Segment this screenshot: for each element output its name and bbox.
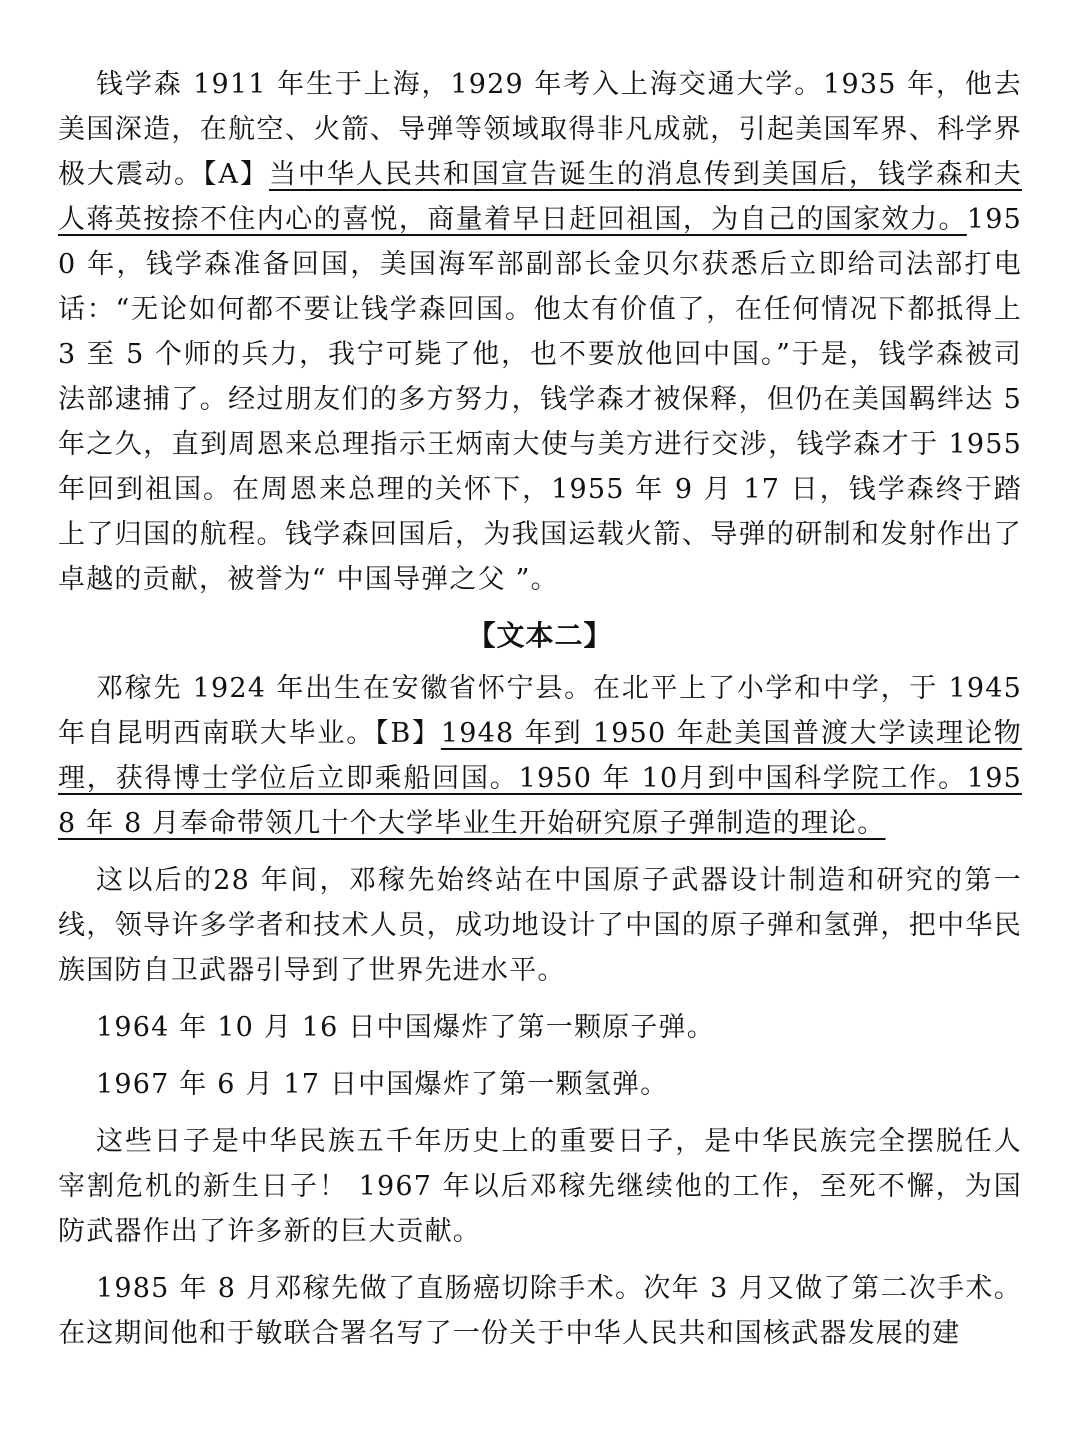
text2-paragraph-3: 1964 年 10 月 16 日中国爆炸了第一颗原子弹。 [96, 1012, 715, 1043]
label-a: 【A】 [202, 159, 269, 190]
text2-paragraph-4: 1967 年 6 月 17 日中国爆炸了第一颗氢弹。 [96, 1069, 669, 1100]
underlined-passage-a: 当中华人民共和国宣告诞生的消息传到美国后，钱学森和夫人蒋英按捺不住内心的喜悦，商量着早日赶回祖国，为自己的国家效力。 [58, 159, 1022, 235]
label-b: 【B】 [375, 718, 441, 749]
underlined-passage-b: 1948 年到 1950 年赴美国普渡大学读理论物理，获得博士学位后立即乘船回国。1950 年 10月到中国科学院工作。1958 年 8 月奉命带领几十个大学毕业生开始研究原子弹制造的理论。 [58, 718, 1022, 839]
text1-paragraph [58, 62, 1022, 602]
text2-paragraph-5: 这些日子是中华民族五千年历史上的重要日子，是中华民族完全摆脱任人宰割危机的新生日子！ 1967 年以后邓稼先继续他的工作，至死不懈，为国防武器作出了许多新的巨大贡献。 [58, 1126, 1022, 1247]
document-page [58, 62, 1022, 1356]
text1-intro: 钱学森 1911 年生于上海，1929 年考入上海交通大学。1935 年，他去美国深造，在航空、火箭、导弹等领域取得非凡成就，引起美国军界、科学界极大震动。 [58, 69, 1022, 190]
text2-paragraph-1 [58, 666, 1022, 846]
text2-paragraph-2: 这以后的28 年间，邓稼先始终站在中国原子武器设计制造和研究的第一线，领导许多学者和技术人员，成功地设计了中国的原子弹和氢弹，把中华民族国防自卫武器引导到了世界先进水平。 [58, 865, 1022, 986]
section-heading-text2: 【文本二】 [467, 619, 613, 652]
text2-intro: 邓稼先 1924 年出生在安徽省怀宁县。在北平上了小学和中学，于 1945 年自昆明西南联大毕业。 [58, 673, 1022, 749]
text2-paragraph-6: 1985 年 8 月邓稼先做了直肠癌切除手术。次年 3 月又做了第二次手术。在这期间他和于敏联合署名写了一份关于中华人民共和国核武器发展的建 [58, 1273, 1022, 1349]
text1-continuation: 1950 年，钱学森准备回国，美国海军部副部长金贝尔获悉后立即给司法部打电话：“无论如何都不要让钱学森回国。他太有价值了，在任何情况下都抵得上 3 至 5 个师的兵力，我宁可毙了他，也不要放他回中国。”于是，钱学森被司法部逮捕了。经过朋友们的多方努力，钱学森才被保释，但仍在美国羁绊达 5 年之久，直到周恩来总理指示王炳南大使与美方进行交涉，钱学森才于 1955年回到祖国。在周恩来总理的关怀下，1955 年 9 月 17 日，钱学森终于踏上了归国的航程。钱学森回国后，为我国运载火箭、导弹的研制和发射作出了卓越的贡献，被誉为“ 中国导弹之父 ”。 [58, 204, 1022, 595]
